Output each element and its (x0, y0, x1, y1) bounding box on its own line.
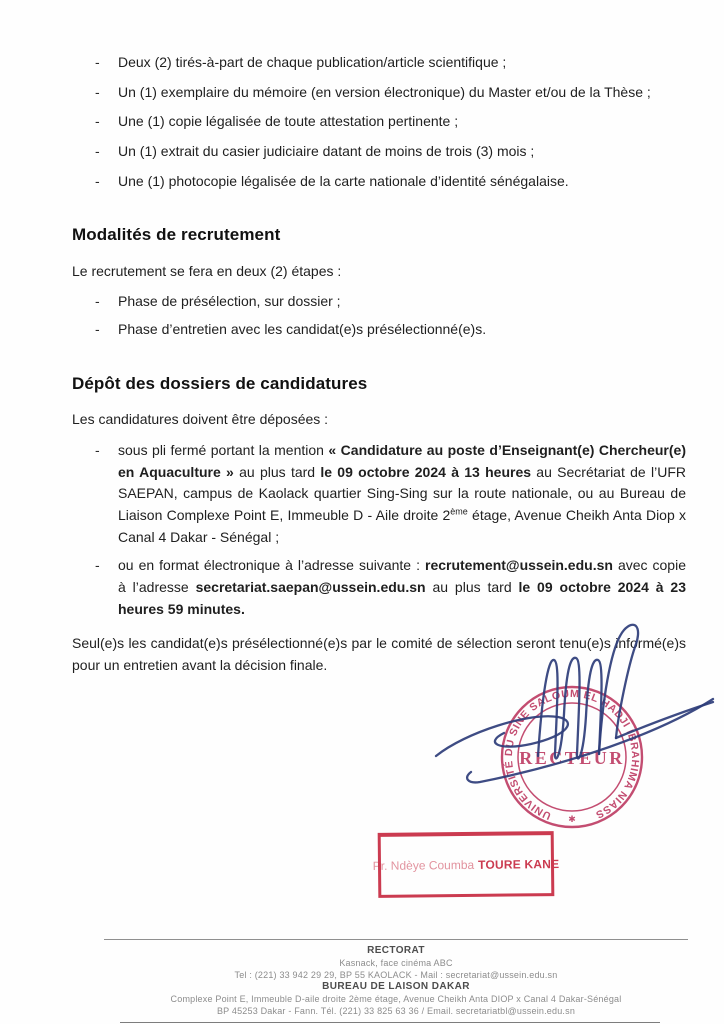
official-round-stamp (502, 687, 642, 827)
signature-loop (436, 716, 568, 756)
footer-rectorat-contact: Tel : (221) 33 942 29 29, BP 55 KAOLACK - Mail : secretariat@ussein.edu.sn (234, 970, 558, 980)
list-item (72, 555, 686, 620)
required-documents-list (72, 52, 686, 192)
bullet-dash: - (95, 83, 100, 100)
signature-underline (467, 699, 713, 782)
list-item-text: Un (1) extrait du casier judiciaire datant de moins de trois (3) mois ; (118, 143, 535, 160)
section-heading: Dépôt des dossiers de candidatures (72, 373, 368, 393)
section-heading: Modalités de recrutement (72, 225, 281, 245)
list-item-text: sous pli fermé portant la mention « Candidature au poste d’Enseignant(e) Chercheur(e) en Aquaculture » au plus tard le 09 octobre 2024 à 13 heures au Secrétariat de l’UFR SAEPAN, campus de Kaolack quartier Sing-Sing sur la route nationale, ou au Bureau de Liaison Complexe Point E, Immeuble D - Aile droite 2ème étage, Avenue Cheikh Anta Diop x Canal 4 Dakar - Sénégal ; (118, 441, 686, 545)
list-item-text: Phase de présélection, sur dossier ; (118, 293, 341, 310)
list-item (72, 52, 686, 74)
footer-rectorat-title: RECTORAT (367, 945, 425, 956)
section-modalites (72, 222, 686, 340)
bullet-dash: - (95, 113, 100, 130)
list-item (72, 82, 686, 104)
list-item (72, 141, 686, 163)
footer-content (104, 939, 688, 1023)
list-item-text: ou en format électronique à l’adresse suivante : recrutement@ussein.edu.sn avec copie à l’adresse secretariat.saepan@ussein.edu.sn au plus tard le 09 octobre 2024 à 23 heures 59 minutes. (118, 557, 687, 617)
stamp-title-text: RECTEUR (519, 748, 625, 768)
list-item (72, 440, 686, 548)
list-item-text: Phase d’entretien avec les candidat(e)s présélectionné(e)s. (118, 321, 487, 338)
list-item (72, 291, 686, 313)
depot-list (72, 440, 686, 621)
section-intro: Les candidatures doivent être déposées : (72, 411, 329, 428)
bullet-dash: - (95, 54, 100, 70)
bullet-dash: - (95, 293, 100, 310)
footer-bureau-title: BUREAU DE LAISON DAKAR (322, 981, 470, 992)
footer-bottom-rule (120, 1022, 660, 1023)
modalites-list (72, 291, 686, 340)
stamp-name-caps: TOURE KANE (478, 857, 560, 872)
footer-bureau-address: Complexe Point E, Immeuble D-aile droite 2ème étage, Avenue Cheikh Anta DIOP x Canal 4 Dakar-Sénégal (170, 994, 622, 1004)
signature-tail (616, 702, 713, 738)
star-icon: ✱ (568, 814, 576, 824)
list-item-text: Une (1) photocopie légalisée de la carte nationale d’identité sénégalaise. (118, 172, 569, 189)
list-item (72, 171, 686, 193)
bullet-dash: - (95, 441, 100, 458)
footer-bureau-contact: BP 45253 Dakar - Fann. Tél. (221) 33 825 63 36 / Email. secretariatbl@ussein.edu.sn (216, 1006, 576, 1016)
closing-paragraph: Seul(e)s les candidat(e)s présélectionné(e)s par le comité de sélection seront tenu(e)s informé(e)s pour un entretien avant la décision finale. (72, 635, 686, 674)
list-item (72, 319, 686, 341)
name-stamp (372, 831, 560, 898)
footer-rectorat-address: Kasnack, face cinéma ABC (339, 958, 453, 968)
section-depot (72, 371, 686, 677)
stamp-inner-circle (518, 703, 626, 811)
stamp-name-prefix: Pr. Ndèye Coumba (372, 857, 475, 873)
stamp-outer-circle (502, 687, 642, 827)
list-item-text: Un (1) exemplaire du mémoire (en version électronique) du Master et/ou de la Thèse ; (118, 83, 651, 100)
bullet-dash: - (95, 321, 100, 338)
list-item-text: Deux (2) tirés-à-part de chaque publication/article scientifique ; (118, 54, 507, 70)
bullet-dash: - (95, 143, 100, 160)
list-item (72, 111, 686, 133)
list-item-text: Une (1) copie légalisée de toute attestation pertinente ; (118, 113, 459, 130)
stamp-org-text: UNIVERSITÉ DU SINE SALOUM EL HADJI IBRAHIMA NIASS (502, 687, 642, 822)
bullet-dash: - (95, 172, 100, 189)
bullet-dash: - (95, 557, 100, 574)
section-intro: Le recrutement se fera en deux (2) étapes : (72, 262, 342, 279)
letterhead-footer (0, 939, 724, 1023)
